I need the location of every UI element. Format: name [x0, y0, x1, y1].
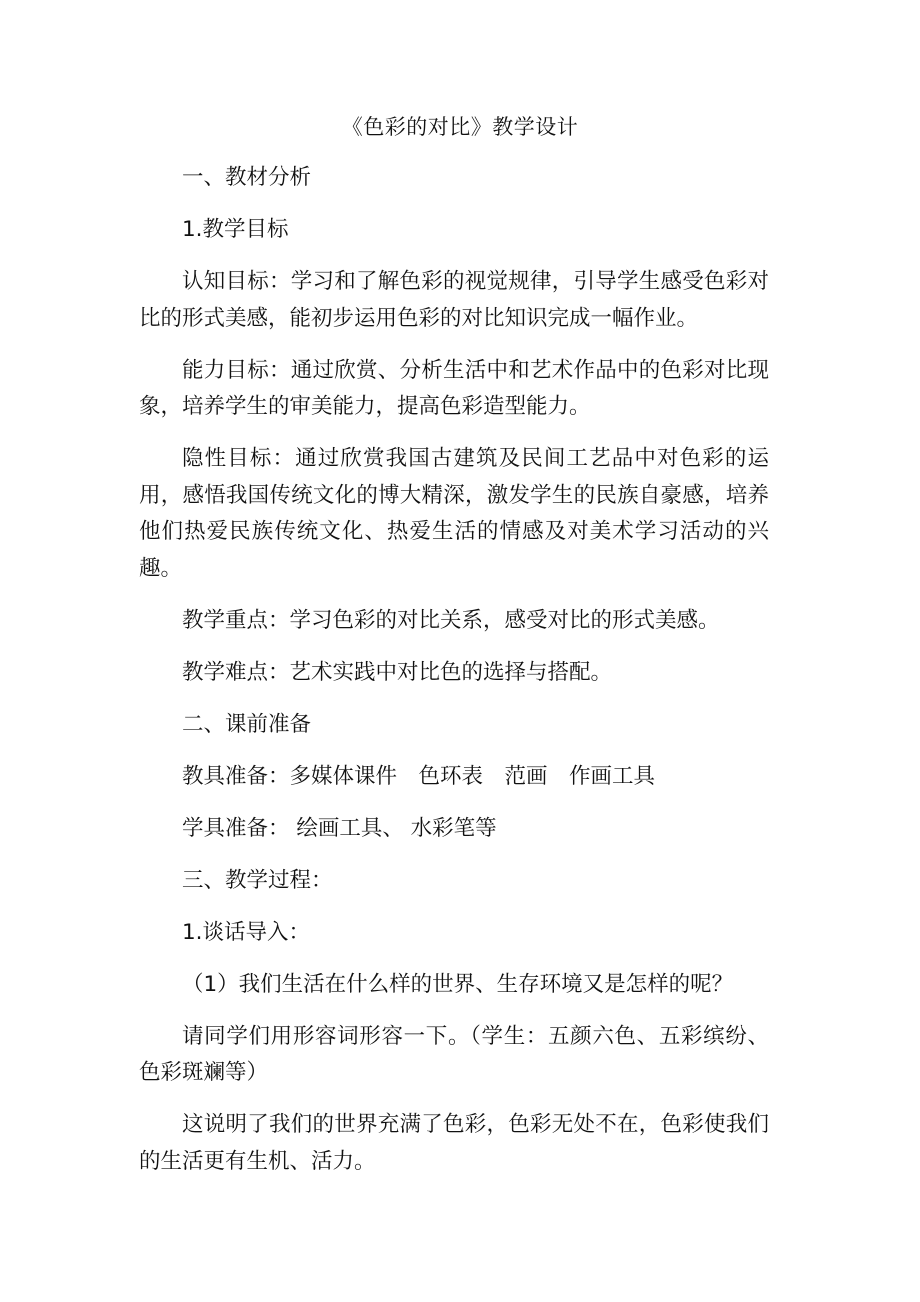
- document-body: [139, 160, 769, 1196]
- subheading-introduction: 1.谈话导入：: [182, 919, 311, 945]
- paragraph-ability-goal: 能力目标：通过欣赏、分析生活中和艺术作品中的色彩对比现象，培养学生的审美能力，提高色彩造型能力。: [139, 357, 769, 419]
- section-heading-process: 三、教学过程：: [182, 867, 333, 893]
- section-heading-preparation: 二、课前准备: [182, 711, 312, 737]
- paragraph-student-materials: 学具准备： 绘画工具、 水彩笔等: [182, 815, 497, 841]
- subheading-teaching-goals: 1.教学目标: [182, 217, 289, 242]
- paragraph-teaching-aids: 教具准备：多媒体课件 色环表 范画 作画工具: [182, 763, 656, 789]
- paragraph-difficulty: 教学难点：艺术实践中对比色的选择与搭配。: [182, 659, 613, 685]
- paragraph-cognitive-goal: 认知目标：学习和了解色彩的视觉规律，引导学生感受色彩对比的形式美感，能初步运用色彩的对比知识完成一幅作业。: [139, 269, 769, 331]
- section-heading-materials: 一、教材分析: [182, 165, 312, 190]
- paragraph-question-1: （1）我们生活在什么样的世界、生存环境又是怎样的呢？: [182, 971, 734, 997]
- paragraph-key-point: 教学重点：学习色彩的对比关系，感受对比的形式美感。: [182, 607, 720, 633]
- paragraph-implicit-goal: 隐性目标：通过欣赏我国古建筑及民间工艺品中对色彩的运用，感悟我国传统文化的博大精深，激发学生的民族自豪感，培养他们热爱民族传统文化、热爱生活的情感及对美术学习活动的兴趣。: [139, 446, 769, 581]
- document-title: 《色彩的对比》教学设计: [341, 115, 579, 139]
- paragraph-student-response: 请同学们用形容词形容一下。（学生：五颜六色、五彩缤纷、色彩斑斓等）: [139, 1023, 769, 1085]
- paragraph-conclusion: 这说明了我们的世界充满了色彩，色彩无处不在，色彩使我们的生活更有生机、活力。: [139, 1112, 769, 1174]
